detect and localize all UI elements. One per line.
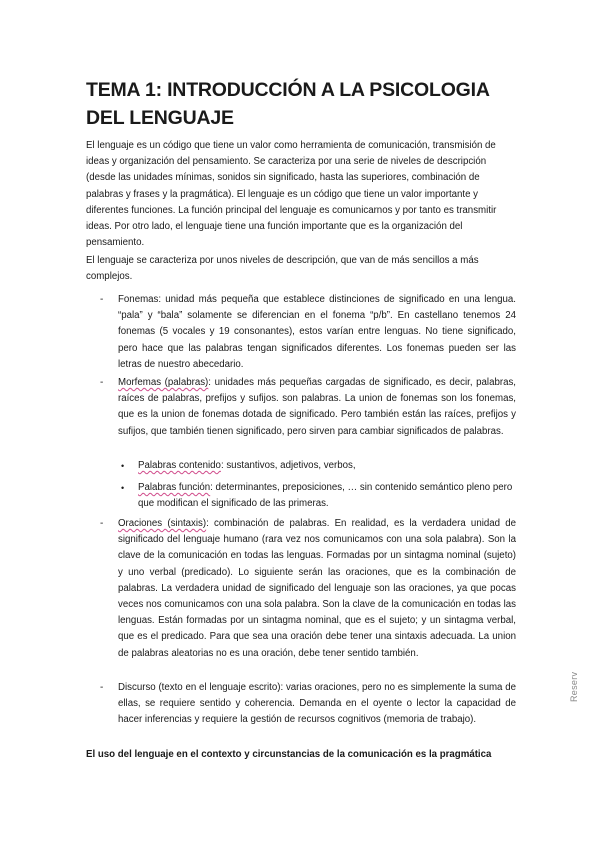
intro-paragraph: El lenguaje es un código que tiene un valor como herramienta de comunicación, transmisión de ideas y organización del pensamiento. Se caracteriza por una serie de niveles de descripción (desde las unidades mínimas, sonidos sin significado, hasta las superiores, combinación de palabras y frases y la pragmática). El lenguaje es un código que tiene un valor importante y diferentes funciones. La función principal del lenguaje es comunicarnos y por tanto es transmitir ideas. Por otro lado, el lenguaje tiene una función importante que es la organización del pensamiento. — [86, 140, 497, 249]
list-dash: - — [100, 518, 104, 529]
morfemas-text: : unidades más pequeñas cargadas de significado, es decir, palabras, raíces de palabras, prefijos y sufijos. son palabras. La union de fonemas son los fonemas, que es la union de fonemas dotada de significado. Pero también están las raíces, prefijos y sufijos, que también tienen significado, pero sirven para cambiar significados de palabras. — [118, 377, 516, 437]
oraciones-text: : combinación de palabras. En realidad, es la verdadera unidad de significado del lenguaje humano (rara vez nos comunicamos con una sola palabra). Son la clave de la comunicación en todas las lenguas. Formadas por un sintagma nominal (sujeto) y uno verbal (predicado). Lo siguiente serán las oraciones, que es la combinación de palabras. La verdadera unidad de significado del lenguaje son las oraciones, ya que pocas veces nos comunicamos con una sola palabra. Son la clave de la comunicación en todas las lenguas. Están formadas por un sintagma nominal, que es el sujeto; y un sintagma verbal, que es el predicado. Para que sea una oración debe tener una sintaxis adecuada. La union de palabras aleatorias no es una oración, debe tener sentido también. — [118, 518, 516, 659]
funcion-term: Palabras función — [138, 482, 211, 493]
list-dash: - — [100, 294, 104, 305]
list-dash: - — [100, 377, 104, 388]
bullet-marker: • — [121, 483, 125, 493]
levels-paragraph: El lenguaje se caracteriza por unos niveles de descripción, que van de más sencillos a más complejos. — [86, 255, 479, 283]
morfemas-term: Morfemas (palabras) — [118, 377, 209, 388]
funcion-text: : determinantes, preposiciones, … sin contenido semántico pleno pero que modifican el significado de las primeras. — [138, 482, 513, 510]
closing-statement: El uso del lenguaje en el contexto y circunstancias de la comunicación es la pragmática — [86, 749, 492, 760]
contenido-term: Palabras contenido — [138, 460, 221, 471]
bullet-marker: • — [121, 461, 125, 471]
contenido-text: : sustantivos, adjetivos, verbos, — [220, 460, 356, 471]
list-dash: - — [100, 682, 104, 693]
list-item-oraciones — [118, 516, 516, 662]
oraciones-term: Oraciones (sintaxis) — [118, 518, 207, 529]
list-item-fonemas: Fonemas: unidad más pequeña que establece distinciones de significado en una lengua. “pala” y “bala” solamente se diferencian en el fonema “p/b”. En castellano tenemos 24 fonemas (5 vocales y 19 consonantes), estos varían entre lenguas. No tiene significado, pero hace que las palabras tengan significados diferentes. Los fonemas pueden ser las letras de nuestro abecedario. — [118, 294, 516, 370]
list-item-morfemas — [118, 375, 516, 440]
list-item-discurso: Discurso (texto en el lenguaje escrito): varias oraciones, pero no es simplemente la suma de ellas, se requiere sentido y coherencia. Demanda en el oyente o lector la capacidad de hacer inferencias y requiere la gestión de recursos cognitivos (memoria de trabajo). — [118, 682, 516, 726]
watermark: Reserv — [569, 671, 579, 702]
page-title: TEMA 1: INTRODUCCIÓN A LA PSICOLOGIA DEL LENGUAJE — [86, 79, 490, 129]
sub-item-funcion — [138, 480, 516, 512]
sub-item-contenido — [138, 458, 516, 474]
